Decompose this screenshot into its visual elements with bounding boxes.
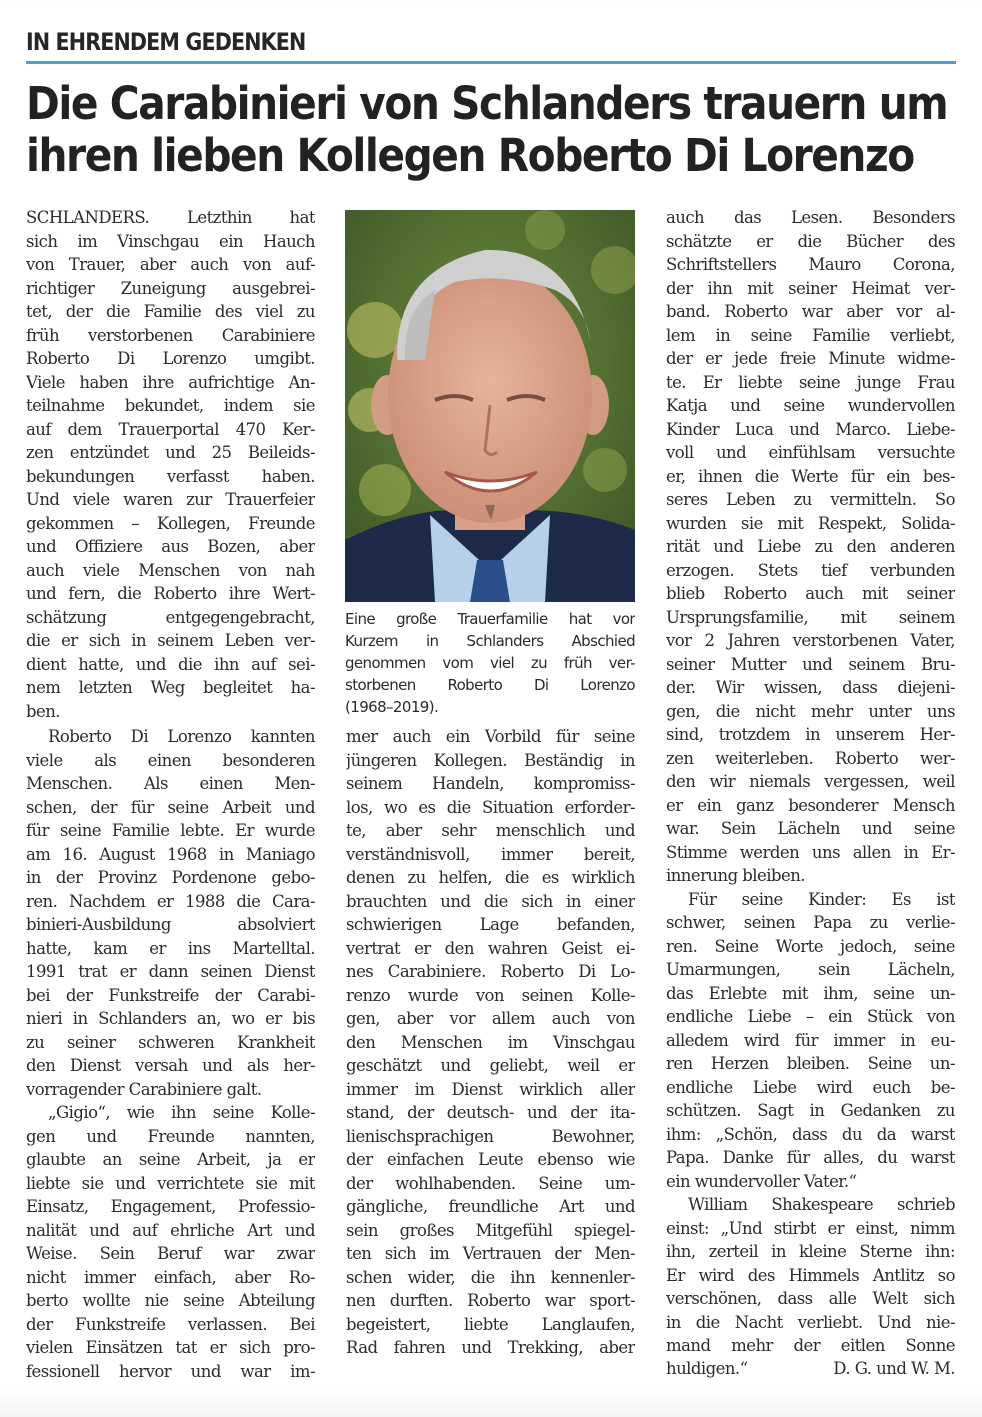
text-line: erzogen. Stets tief verbunden [666,560,955,580]
text-line: Menschen. Als einen Men- [26,774,315,793]
article-column-1-top [26,206,315,723]
text-line: gen und Freunde nannten, [26,1126,315,1146]
text-line: tet, der die Familie des viel zu [26,302,315,321]
article-headline [26,78,982,182]
text-line: rität und Liebe zu den anderen [666,537,955,556]
text-line: Stimme werden uns allen in Er- [666,842,955,862]
text-line: der einfachen Leute ebenso wie [346,1150,635,1169]
text-line: ben. [26,701,60,721]
text-line: der wohlhabenden. Seine um- [346,1173,635,1193]
text-line: bekundungen verfasst haben. [26,466,315,486]
text-line: geschätzt und geliebt, weil er [346,1056,635,1075]
text-line: Schriftstellers Mauro Corona, [666,255,955,274]
text-line: Roberto Di Lorenzo kannten [48,727,315,746]
text-line: genommen vom viel zu früh ver- [345,654,635,672]
text-line: (1968–2019). [345,698,439,716]
article-column-1-bottom [26,725,315,1383]
text-line: Kurzem in Schlanders Abschied [345,632,635,650]
text-line: endliche Liebe wird euch be- [666,1077,955,1097]
text-line: schwer, seinen Papa zu verlie- [666,913,955,932]
text-line: nicht immer einfach, aber Ro- [26,1267,315,1287]
text-line: sich im Vinschgau ein Hauch [26,231,315,251]
text-line: liebte sie und verrichtete sie mit [26,1173,315,1193]
text-line: auf dem Trauerportal 470 Ker- [26,419,315,439]
text-line: Papa. Danke für alles, du warst [666,1148,955,1167]
text-line: glaubte an seine Arbeit, ja er [26,1150,315,1169]
text-line: storbenen Roberto Di Lorenzo [345,676,635,694]
author-signature: D. G. und W. M. [833,1359,955,1378]
text-line: zu seiner schweren Krankheit [26,1032,315,1052]
text-line: früh verstorbenen Carabiniere [26,325,315,345]
text-line: renzo wurde von seinen Kolle- [346,985,635,1005]
text-line: mer auch ein Vorbild für seine [346,727,635,746]
text-line: William Shakespeare schrieb [688,1195,955,1214]
text-line: ren. Seine Worte jedoch, seine [666,936,955,956]
text-line: viele als einen besonderen [26,750,315,770]
text-line: Kinder Luca und Marco. Liebe- [666,419,955,439]
text-line: er ein ganz besonderer Mensch [666,795,955,815]
text-line: schen, der für seine Arbeit und [26,797,315,817]
text-line: lem in seine Familie verliebt, [666,325,955,345]
text-line: in der Provinz Pordenone gebo- [26,868,315,887]
text-line: gen, aber vor allem auch von [346,1009,635,1028]
text-line: der Funkstreife verlassen. Bei [26,1314,315,1334]
text-line: blieb Roberto auch mit seiner [666,584,955,603]
text-line: richtiger Zuneigung ausgebrei- [26,278,315,298]
text-line: und Offiziere aus Bozen, aber [26,537,315,556]
text-line: mand mehr der eitlen Sonne [666,1336,955,1355]
text-line: voll und einfühlsam versuchte [666,443,955,462]
article-column-3 [666,206,955,1358]
text-line: Für seine Kinder: Es ist [688,889,955,909]
text-line: schen wider, die ihn kennenler- [346,1267,635,1287]
text-line: SCHLANDERS. Letzthin hat [26,208,315,227]
text-line: ren. Nachdem er 1988 die Cara- [26,891,315,911]
text-line: schätzte er die Bücher des [666,231,955,251]
text-line: von Trauer, aber auch von auf- [26,255,315,274]
text-line: 1991 trat er dann seinen Dienst [26,962,315,981]
text-line: vielen Einsätzen tat er sich pro- [26,1338,315,1357]
text-line: Ursprungsfamilie, mit seinem [666,607,955,627]
text-line: vorragender Carabiniere galt. [26,1079,262,1099]
text-line: bei der Funkstreife der Carabi- [26,985,315,1005]
text-line: jüngeren Kollegen. Beständig in [346,750,635,770]
text-line: zen entzündet und 25 Beileids- [26,443,315,462]
text-line: Katja und seine wundervollen [666,396,955,415]
text-line: war. Sein Lächeln und seine [666,819,955,838]
text-line: Er wird des Himmels Antlitz so [666,1265,955,1285]
text-line: den Dienst versah und als her- [26,1056,315,1075]
text-line: verständnisvoll, immer bereit, [346,844,635,864]
text-line: „Gigio“, wie ihn seine Kolle- [48,1103,315,1122]
text-line: Roberto Di Lorenzo umgibt. [26,349,315,368]
text-line: berto wollte nie seine Abteilung [26,1291,315,1310]
text-line: nes Carabiniere. Roberto Di Lo- [346,962,635,981]
text-line: schwierigen Lage befanden, [346,915,635,934]
text-line: auch das Lesen. Besonders [666,208,955,227]
portrait-photo [345,210,635,602]
text-line: nen durften. Roberto war sport- [346,1291,635,1310]
text-line: Weise. Sein Beruf war zwar [26,1244,315,1263]
text-line: gängliche, freundliche Art und [346,1197,635,1216]
text-line: ihm: „Schön, dass du da warst [666,1124,955,1144]
text-line: vor 2 Jahren verstorbenen Vater, [666,631,955,650]
text-line: denen zu helfen, die es wirklich [346,868,635,887]
text-line: Einsatz, Engagement, Professio- [26,1197,315,1216]
text-line: zen weiterleben. Roberto wer- [666,748,955,768]
text-line: endliche Liebe – ein Stück von [666,1007,955,1026]
text-line: er, ihnen die Werte für ein bes- [666,466,955,486]
text-line: in die Nacht verliebt. Und nie- [666,1312,955,1332]
text-line: nem letzten Weg begleitet ha- [26,678,315,697]
text-line: begeistert, liebte Langlaufen, [346,1314,635,1334]
text-line: gen, die nicht mehr unter uns [666,701,955,721]
text-line: te, aber sehr menschlich und [346,821,635,840]
text-line: fessionell hervor und war im- [26,1361,315,1381]
text-line: nieri in Schlanders an, wo er bis [26,1009,315,1028]
closing-quote: huldigen.“ [666,1359,748,1378]
text-line: Rad fahren und Trekking, aber [346,1338,635,1357]
section-divider [26,61,956,64]
article-signoff [666,1357,955,1381]
text-line: band. Roberto war aber vor al- [666,302,955,321]
text-line: schützen. Sagt in Gedanken zu [666,1101,955,1120]
text-line: die er sich in seinem Leben ver- [26,631,315,650]
text-line: sein großes Mitgefühl spiegel- [346,1220,635,1240]
text-line: auch viele Menschen von nah [26,560,315,580]
text-line: dient hatte, und die ihn auf sei- [26,654,315,674]
text-line: seiner Mutter und seinem Bru- [666,654,955,674]
text-line: Viele haben ihre aufrichtige An- [26,372,315,392]
text-line: und fern, die Roberto ihre Wert- [26,584,315,603]
text-line: den wir niemals vergessen, weil [666,772,955,791]
text-line: alledem wird für immer in eu- [666,1030,955,1050]
headline-line: ihren lieben Kollegen Roberto Di Lorenzo [26,129,914,182]
text-line: lienischsprachigen Bewohner, [346,1126,635,1146]
text-line: Umarmungen, sein Lächeln, [666,960,955,979]
text-line: binieri-Ausbildung absolviert [26,915,315,934]
text-line: der. Wir wissen, dass diejeni- [666,678,955,697]
text-line: das Erlebte mit ihm, seine un- [666,983,955,1003]
headline-line: Die Carabinieri von Schlanders trauern um [26,77,948,130]
text-line: ten sich im Vertrauen der Men- [346,1244,635,1263]
text-line: Eine große Trauerfamilie hat vor [345,610,635,628]
text-line: ren Herzen bleiben. Seine un- [666,1054,955,1073]
article-column-2 [346,725,635,1360]
photo-caption [345,608,635,718]
text-line: teilnahme bekundet, indem sie [26,396,315,415]
text-line: nalität und auf ehrliche Art und [26,1220,315,1240]
text-line: hatte, kam er ins Martelltal. [26,938,315,958]
text-line: am 16. August 1968 in Maniago [26,844,315,864]
text-line: den Menschen im Vinschgau [346,1032,635,1052]
text-line: vertrat er den wahren Geist ei- [346,938,635,958]
text-line: der er jede freie Minute widme- [666,349,955,368]
portrait-photo-icon [345,210,635,602]
text-line: verschönen, dass alle Welt sich [666,1289,955,1308]
text-line: einst: „Und stirbt er einst, nimm [666,1218,955,1238]
text-line: ihn, zerteil in kleine Sterne ihn: [666,1242,955,1261]
text-line: wurden sie mit Respekt, Solida- [666,513,955,533]
text-line: immer im Dienst wirklich aller [346,1079,635,1099]
text-line: seres Leben zu vermitteln. So [666,490,955,509]
text-line: sind, trotzdem in unserem Her- [666,725,955,744]
text-line: stand, der deutsch- und der ita- [346,1103,635,1122]
text-line: innerung bleiben. [666,866,805,885]
text-line: Und viele waren zur Trauerfeier [26,490,315,509]
text-line: für seine Familie lebte. Er wurde [26,821,315,840]
section-kicker: IN EHRENDEM GEDENKEN [26,28,306,56]
text-line: los, wo es die Situation erforder- [346,797,635,817]
text-line: ein wundervoller Vater.“ [666,1171,857,1191]
text-line: te. Er liebte seine junge Frau [666,372,955,392]
text-line: brauchten und die sich in einer [346,891,635,911]
text-line: gekommen – Kollegen, Freunde [26,513,315,533]
text-line: der ihn mit seiner Heimat ver- [666,278,955,298]
text-line: schätzung entgegengebracht, [26,607,315,627]
text-line: seinem Handeln, kompromiss- [346,774,635,793]
